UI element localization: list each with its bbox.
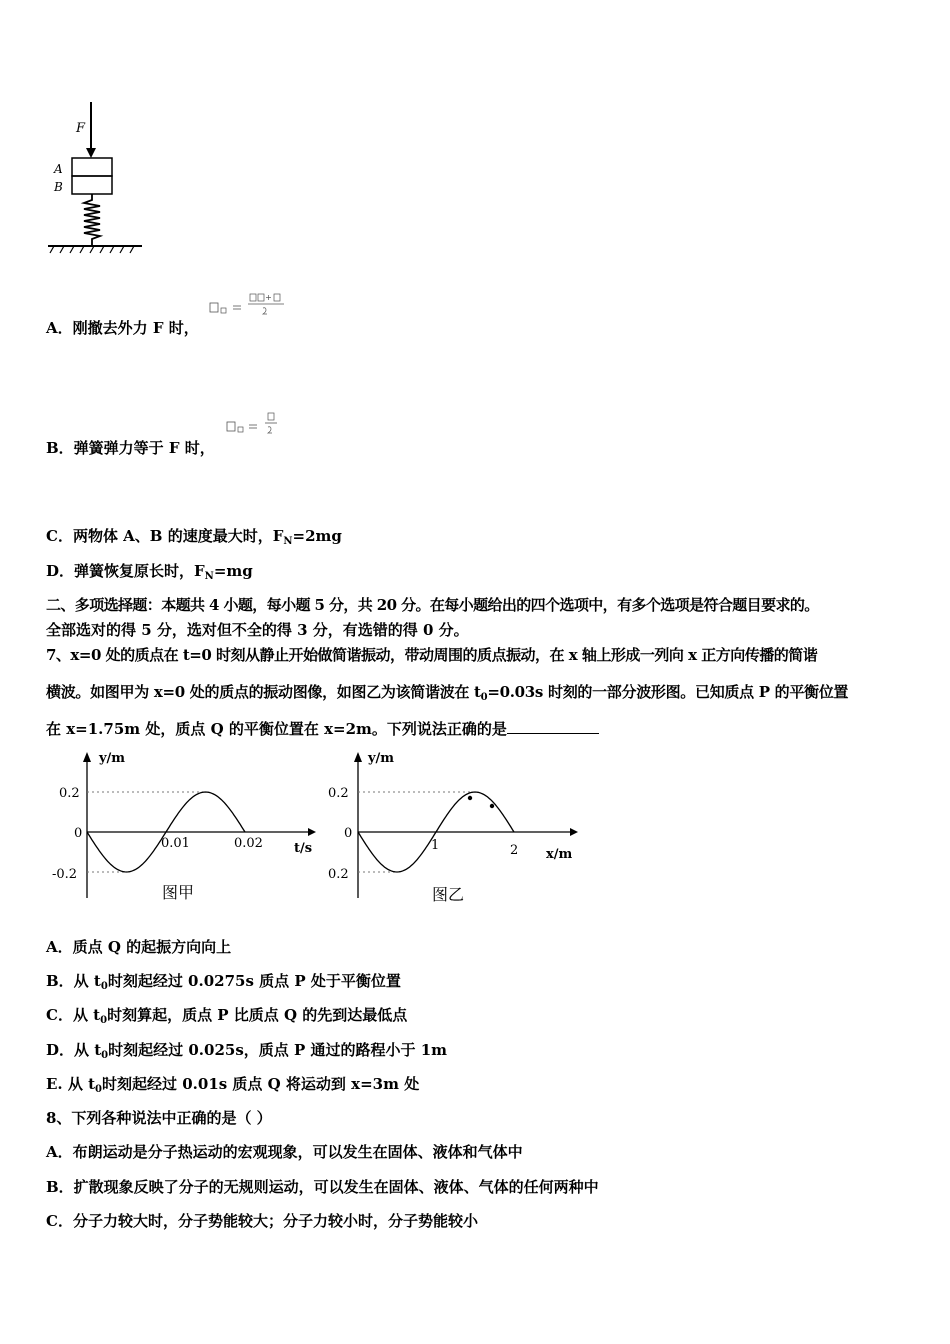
yi-y-arrow — [354, 752, 362, 762]
q7-option-a: A．质点 Q 的起振方向向上 — [46, 938, 232, 956]
yi-x-label: x/m — [546, 847, 573, 862]
jia-title: 图甲 — [162, 883, 195, 902]
q7-line2-b: =0.03s 时刻的一部分波形图。已知质点 P 的平衡位置 — [487, 683, 849, 701]
q6-option-d-sub: N — [204, 571, 214, 582]
q7-option-c-sub: 0 — [100, 1015, 108, 1026]
chart-yi — [322, 748, 592, 910]
q7-line1: 7、x=0 处的质点在 t=0 时刻从静止开始做简谐振动，带动周围的质点振动，在 x 轴上形成一列向 x 正方向传播的简谐 — [46, 646, 818, 664]
q6-option-b-text: B．弹簧弹力等于 F 时， — [46, 439, 215, 457]
formula-a-image — [208, 291, 294, 321]
q6-option-c-text: C．两物体 A、B 的速度最大时，F — [46, 527, 284, 545]
q7-option-c-post: 时刻算起，质点 P 比质点 Q 的先到达最低点 — [107, 1006, 408, 1024]
q7-option-c-pre: C．从 t — [46, 1006, 101, 1024]
spring — [84, 194, 100, 246]
q8-option-b: B．扩散现象反映了分子的无规则运动，可以发生在固体、液体、气体的任何两种中 — [46, 1178, 599, 1196]
block-a — [72, 158, 112, 176]
q7-option-e-pre: E. 从 t — [46, 1075, 96, 1093]
chart-jia — [44, 748, 324, 910]
q7-option-b-sub: 0 — [100, 981, 108, 992]
q7-option-e-post: 时刻起经过 0.01s 质点 Q 将运动到 x=3m 处 — [102, 1075, 420, 1093]
q6-option-c-tail: =2mg — [292, 527, 342, 545]
q7-option-b — [46, 970, 401, 992]
q8-option-a: A．布朗运动是分子热运动的宏观现象，可以发生在固体、液体和气体中 — [46, 1143, 523, 1161]
q7-line2-a: 横波。如图甲为 x=0 处的质点的振动图像，如图乙为该简谐波在 t — [46, 683, 481, 701]
yi-xtick-1: 1 — [431, 838, 440, 853]
q6-option-d — [46, 560, 253, 582]
yi-point-p — [468, 796, 472, 800]
jia-xtick-1: 0.01 — [161, 836, 190, 851]
formula-b-image — [225, 409, 285, 443]
yi-xtick-2: 2 — [510, 843, 519, 858]
q7-line3-text: 在 x=1.75m 处，质点 Q 的平衡位置在 x=2m。下列说法正确的是 — [46, 720, 507, 738]
jia-ytick-bottom: -0.2 — [52, 867, 78, 882]
section2-line1: 二、多项选择题：本题共 4 小题，每小题 5 分，共 20 分。在每小题给出的四个选项中，有多个选项是符合题目要求的。 — [46, 596, 819, 614]
yi-point-q — [490, 804, 494, 808]
spring-block-figure — [40, 98, 155, 263]
section2-line2: 全部选对的得 5 分，选对但不全的得 3 分，有选错的得 0 分。 — [46, 621, 469, 639]
ground-hatching — [50, 246, 134, 253]
jia-x-arrow — [308, 828, 316, 836]
jia-y-arrow — [83, 752, 91, 762]
q6-option-b — [46, 437, 215, 458]
q8-option-c: C．分子力较大时，分子势能较大；分子力较小时，分子势能较小 — [46, 1212, 478, 1230]
q6-option-c-sub: N — [283, 536, 293, 547]
q6-option-d-tail: =mg — [213, 562, 253, 580]
yi-ytick-top: 0.2 — [328, 786, 349, 801]
q7-option-b-post: 时刻起经过 0.0275s 质点 P 处于平衡位置 — [107, 972, 401, 990]
q7-line2-sub: 0 — [480, 692, 488, 703]
q7-option-d — [46, 1039, 447, 1061]
answer-blank — [507, 721, 599, 734]
q7-option-e — [46, 1073, 419, 1095]
jia-x-label: t/s — [294, 841, 313, 856]
yi-title: 图乙 — [432, 885, 465, 904]
q7-option-e-sub: 0 — [95, 1084, 102, 1095]
yi-ytick-zero: 0 — [344, 826, 353, 841]
q6-option-a-text: A．刚撤去外力 F 时， — [46, 319, 199, 337]
q7-option-d-sub: 0 — [101, 1050, 109, 1061]
q6-option-d-text: D．弹簧恢复原长时，F — [46, 562, 205, 580]
q7-option-c — [46, 1004, 407, 1026]
block-b-label: B — [54, 180, 63, 194]
block-b — [72, 176, 112, 194]
q8-stem: 8、下列各种说法中正确的是（ ） — [46, 1109, 272, 1127]
yi-ytick-bottom: 0.2 — [328, 867, 349, 882]
force-arrow-head — [86, 148, 96, 158]
jia-ytick-zero: 0 — [74, 826, 83, 841]
yi-x-arrow — [570, 828, 578, 836]
yi-y-label: y/m — [368, 751, 395, 766]
q7-option-b-pre: B．从 t — [46, 972, 101, 990]
q7-option-d-post: 时刻起经过 0.025s，质点 P 通过的路程小于 1m — [108, 1041, 448, 1059]
q6-option-a — [46, 317, 199, 338]
jia-xtick-2: 0.02 — [234, 836, 263, 851]
q6-option-c — [46, 525, 342, 547]
force-label: F — [76, 121, 86, 136]
q7-option-d-pre: D．从 t — [46, 1041, 102, 1059]
q7-line2 — [46, 681, 848, 703]
block-a-label: A — [54, 162, 63, 176]
q7-line3 — [46, 718, 599, 739]
jia-ytick-top: 0.2 — [59, 786, 80, 801]
jia-y-label: y/m — [99, 751, 126, 766]
